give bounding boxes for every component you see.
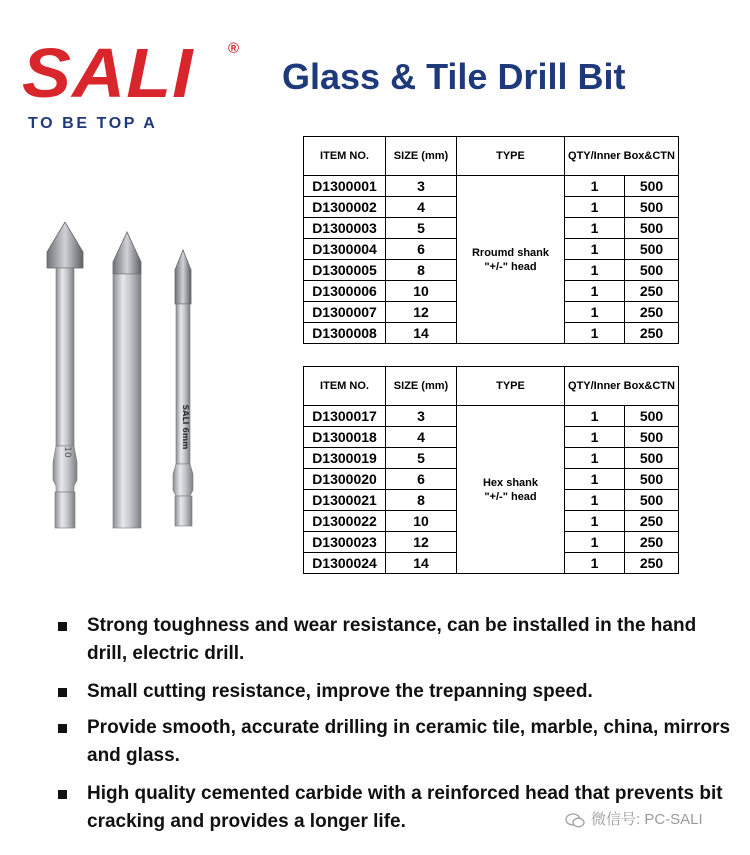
size-cell: 3 xyxy=(386,176,457,197)
inner-box-qty-cell: 1 xyxy=(565,469,625,490)
inner-box-qty-cell: 1 xyxy=(565,511,625,532)
inner-box-qty-cell: 1 xyxy=(565,427,625,448)
carton-qty-cell: 500 xyxy=(625,427,679,448)
inner-box-qty-cell: 1 xyxy=(565,197,625,218)
carton-qty-cell: 500 xyxy=(625,218,679,239)
feature-list xyxy=(56,612,736,836)
type-line: Hex shank xyxy=(482,476,539,489)
inner-box-qty-cell: 1 xyxy=(565,239,625,260)
header-qty: QTY/Inner Box&CTN xyxy=(565,137,679,176)
drill-bits-image xyxy=(35,222,215,542)
item-no-cell: D1300020 xyxy=(304,469,386,490)
table-header-row xyxy=(304,367,679,406)
inner-box-qty-cell: 1 xyxy=(565,553,625,574)
item-no-cell: D1300023 xyxy=(304,532,386,553)
item-no-cell: D1300021 xyxy=(304,490,386,511)
carton-qty-cell: 500 xyxy=(625,469,679,490)
feature-item: High quality cemented carbide with a reinforced head that prevents bit cracking and provides a longer life. xyxy=(56,780,736,836)
inner-box-qty-cell: 1 xyxy=(565,532,625,553)
shank-mark-sali-6mm: SALI 6mm xyxy=(181,404,190,450)
feature-item: Small cutting resistance, improve the trepanning speed. xyxy=(56,678,736,706)
size-cell: 12 xyxy=(386,302,457,323)
carton-qty-cell: 250 xyxy=(625,302,679,323)
inner-box-qty-cell: 1 xyxy=(565,323,625,344)
type-line: "+/-" head xyxy=(484,260,537,273)
header-item-no: ITEM NO. xyxy=(304,367,386,406)
inner-box-qty-cell: 1 xyxy=(565,302,625,323)
table-row xyxy=(304,176,679,197)
size-cell: 3 xyxy=(386,406,457,427)
header-qty: QTY/Inner Box&CTN xyxy=(565,367,679,406)
watermark-text: 微信号: PC-SALI xyxy=(591,811,703,828)
carton-qty-cell: 500 xyxy=(625,406,679,427)
carton-qty-cell: 500 xyxy=(625,448,679,469)
header-size: SIZE (mm) xyxy=(386,137,457,176)
size-cell: 5 xyxy=(386,218,457,239)
square-bullet-icon xyxy=(58,622,67,631)
inner-box-qty-cell: 1 xyxy=(565,406,625,427)
item-no-cell: D1300001 xyxy=(304,176,386,197)
item-no-cell: D1300017 xyxy=(304,406,386,427)
carton-qty-cell: 250 xyxy=(625,511,679,532)
item-no-cell: D1300024 xyxy=(304,553,386,574)
item-no-cell: D1300018 xyxy=(304,427,386,448)
wechat-icon xyxy=(565,813,585,828)
size-cell: 8 xyxy=(386,260,457,281)
type-line: Rroumd shank xyxy=(471,246,549,259)
inner-box-qty-cell: 1 xyxy=(565,176,625,197)
type-cell xyxy=(457,406,565,574)
carton-qty-cell: 500 xyxy=(625,197,679,218)
drill-bit-round-12mm xyxy=(113,232,141,528)
square-bullet-icon xyxy=(58,724,67,733)
type-cell xyxy=(457,176,565,344)
shank-mark-10: 10 xyxy=(62,446,72,458)
item-no-cell: D1300007 xyxy=(304,302,386,323)
size-cell: 10 xyxy=(386,281,457,302)
header-item-no: ITEM NO. xyxy=(304,137,386,176)
size-cell: 12 xyxy=(386,532,457,553)
spec-table-round-shank xyxy=(303,136,679,344)
carton-qty-cell: 250 xyxy=(625,323,679,344)
square-bullet-icon xyxy=(58,790,67,799)
logo-wordmark: SALI xyxy=(22,34,194,112)
carton-qty-cell: 500 xyxy=(625,239,679,260)
carton-qty-cell: 250 xyxy=(625,532,679,553)
inner-box-qty-cell: 1 xyxy=(565,490,625,511)
size-cell: 4 xyxy=(386,197,457,218)
square-bullet-icon xyxy=(58,688,67,697)
drill-bit-hex-10mm xyxy=(47,222,83,528)
size-cell: 10 xyxy=(386,511,457,532)
carton-qty-cell: 500 xyxy=(625,490,679,511)
size-cell: 5 xyxy=(386,448,457,469)
header-type: TYPE xyxy=(457,367,565,406)
header-type: TYPE xyxy=(457,137,565,176)
inner-box-qty-cell: 1 xyxy=(565,448,625,469)
drill-bit-hex-6mm xyxy=(173,250,193,526)
item-no-cell: D1300005 xyxy=(304,260,386,281)
size-cell: 6 xyxy=(386,239,457,260)
item-no-cell: D1300006 xyxy=(304,281,386,302)
header-size: SIZE (mm) xyxy=(386,367,457,406)
table-header-row xyxy=(304,137,679,176)
spec-table-hex-shank xyxy=(303,366,679,574)
size-cell: 8 xyxy=(386,490,457,511)
inner-box-qty-cell: 1 xyxy=(565,260,625,281)
size-cell: 6 xyxy=(386,469,457,490)
feature-item: Strong toughness and wear resistance, can be installed in the hand drill, electric drill. xyxy=(56,612,736,668)
registered-mark: ® xyxy=(228,40,240,57)
inner-box-qty-cell: 1 xyxy=(565,281,625,302)
page-title: Glass & Tile Drill Bit xyxy=(282,56,626,97)
carton-qty-cell: 500 xyxy=(625,260,679,281)
type-line: "+/-" head xyxy=(484,490,537,503)
size-cell: 14 xyxy=(386,553,457,574)
size-cell: 4 xyxy=(386,427,457,448)
item-no-cell: D1300004 xyxy=(304,239,386,260)
watermark xyxy=(565,808,703,829)
item-no-cell: D1300002 xyxy=(304,197,386,218)
inner-box-qty-cell: 1 xyxy=(565,218,625,239)
table-row xyxy=(304,406,679,427)
item-no-cell: D1300003 xyxy=(304,218,386,239)
feature-item: Provide smooth, accurate drilling in ceramic tile, marble, china, mirrors and glass. xyxy=(56,714,736,770)
size-cell: 14 xyxy=(386,323,457,344)
carton-qty-cell: 250 xyxy=(625,281,679,302)
sali-logo xyxy=(22,34,247,138)
item-no-cell: D1300008 xyxy=(304,323,386,344)
logo-tagline: TO BE TOP A xyxy=(28,115,158,132)
carton-qty-cell: 250 xyxy=(625,553,679,574)
item-no-cell: D1300019 xyxy=(304,448,386,469)
item-no-cell: D1300022 xyxy=(304,511,386,532)
carton-qty-cell: 500 xyxy=(625,176,679,197)
